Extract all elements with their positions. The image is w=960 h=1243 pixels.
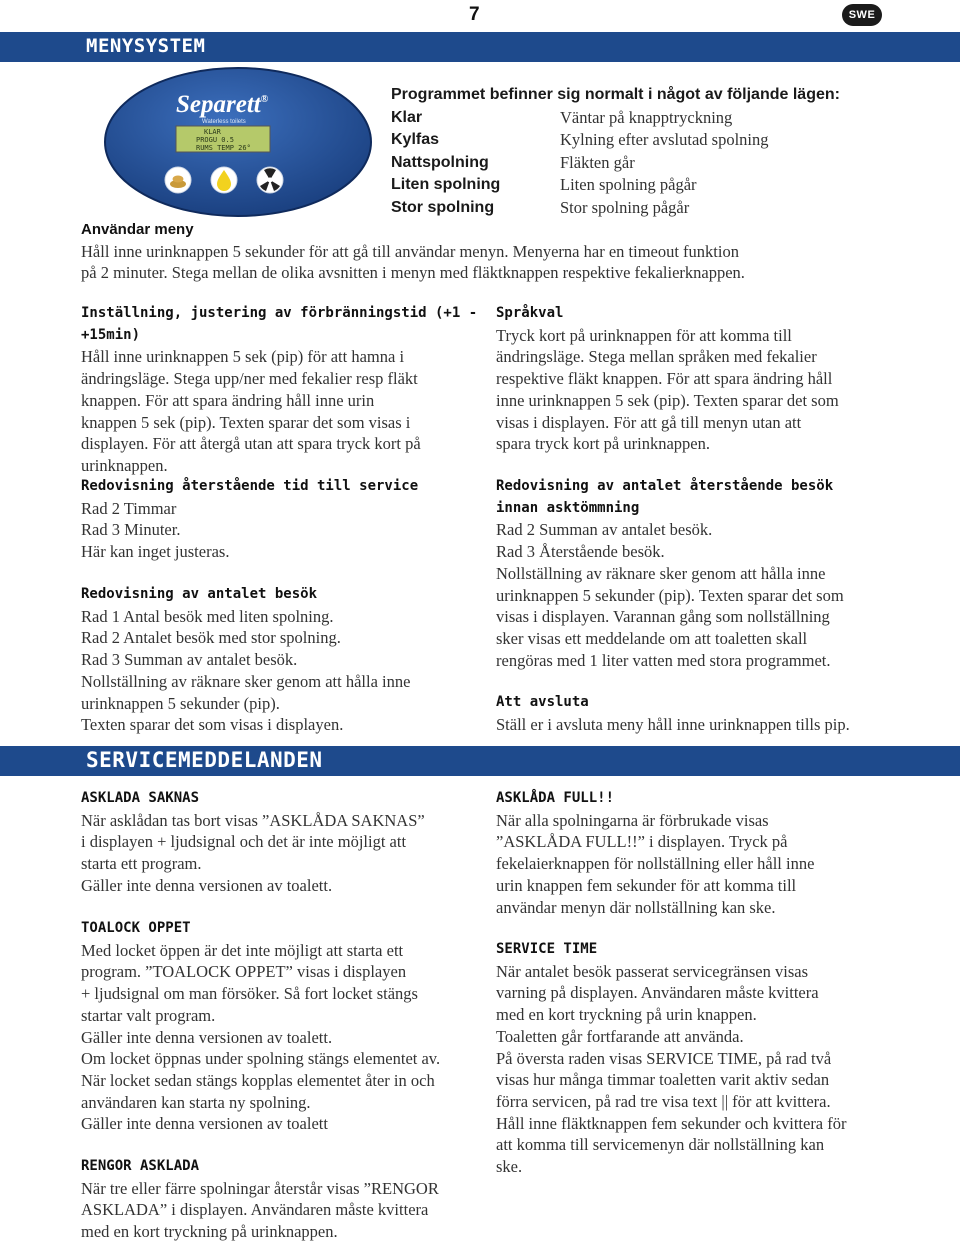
section-exit	[496, 692, 916, 735]
lcd-line-1: KLAR	[204, 128, 221, 136]
section-line: Texten sparar det som visas i displayen.	[81, 715, 344, 735]
section-line: knappen. För att spara ändring håll inne urin	[81, 390, 375, 410]
mode-desc: Liten spolning pågår	[560, 175, 697, 195]
section-line: knappen 5 sek (pip). Texten sparar det som visas i	[81, 412, 411, 432]
mode-name: Klar	[391, 108, 423, 126]
section-line: urinknappen 5 sekunder (pip). Texten sparar det som	[496, 585, 844, 605]
brand-tagline: Waterless toilets	[202, 119, 246, 125]
section-line: Rad 2 Summan av antalet besök.	[496, 520, 713, 540]
section-line: Gäller inte denna versionen av toalett.	[81, 1027, 333, 1047]
section-service-time	[81, 476, 481, 563]
section-line: fekelaierknappen för nollställning eller håll inne	[496, 854, 815, 874]
section-line: Håll inne urinknappen 5 sek (pip) för att hamna i	[81, 347, 405, 367]
section-line: När alla spolningarna är förbrukade visas	[496, 810, 769, 830]
section-line: ske.	[496, 1157, 523, 1177]
section-heading: ASKLÅDA FULL!!	[496, 790, 615, 806]
section-line: förra servicen, på rad tre visa text || för att kvittera.	[496, 1091, 831, 1111]
section-heading: Redovisning återstående tid till service	[81, 478, 419, 494]
section-line: Rad 3 Minuter.	[81, 520, 181, 540]
section-line: med en kort tryckning på urin knappen.	[496, 1005, 757, 1025]
section-line: Om locket öppnas under spolning stängs elementet av.	[81, 1049, 441, 1069]
section-line: Rad 3 Summan av antalet besök.	[81, 650, 298, 670]
section-line: med en kort tryckning på urinknappen.	[81, 1222, 338, 1242]
section-line: användar menyn där nollställning kan ske.	[496, 897, 776, 917]
section-line: respektive fläkt knappen. För att spara ändring håll	[496, 369, 833, 389]
section-heading: Redovisning av antalet besök	[81, 586, 318, 602]
user-menu-line: Håll inne urinknappen 5 sekunder för att gå till användar menyn. Menyerna har en timeout funktion	[81, 241, 739, 261]
mode-desc: Stor spolning pågår	[560, 197, 690, 217]
mode-row	[391, 174, 840, 197]
section-line: displayen. För att återgå utan att spara tryck kort på	[81, 434, 421, 454]
section-header-servicemeddelanden	[0, 746, 960, 776]
section-heading: Att avsluta	[496, 694, 589, 710]
modes-title: Programmet befinner sig normalt i något av följande lägen:	[391, 86, 840, 103]
mode-row	[391, 152, 840, 175]
service-ashbox-full	[496, 788, 916, 918]
section-line: När locket sedan stängs kopplas elementet åter in och	[81, 1070, 435, 1090]
section-line: att komma till servicemenyn där nollställning kan	[496, 1135, 825, 1155]
section-line: Rad 3 Återstående besök.	[496, 542, 665, 562]
section-line: Tryck kort på urinknappen för att komma till	[496, 325, 792, 345]
mode-desc: Kylning efter avslutad spolning	[560, 130, 769, 150]
section-title: MENYSYSTEM	[86, 35, 206, 57]
section-heading: Redovisning av antalet återstående besök	[496, 478, 834, 494]
section-heading: ASKLADA SAKNAS	[81, 790, 200, 806]
user-menu-line: på 2 minuter. Stega mellan de olika avsnitten i menyn med fläktknappen respektive fekalierknappen.	[81, 263, 745, 283]
section-line: + ljudsignal om man försöker. Så fort locket stängs	[81, 984, 418, 1004]
section-line: användaren kan starta ny spolning.	[81, 1092, 311, 1112]
section-line: urinknappen 5 sekunder (pip).	[81, 693, 280, 713]
mode-row	[391, 107, 840, 130]
section-line: Nollställning av räknare sker genom att hålla inne	[496, 563, 826, 583]
section-line: På översta raden visas SERVICE TIME, på rad två	[496, 1048, 832, 1068]
section-line: ändringsläge. Stega mellan språken med fekalier	[496, 347, 817, 367]
section-line: varning på displayen. Användaren måste kvittera	[496, 983, 819, 1003]
service-ashbox-missing	[81, 788, 481, 897]
section-language	[496, 303, 916, 455]
user-menu-section	[81, 219, 841, 284]
section-heading: Inställning, justering av förbränningstid (+1 - +15min)	[81, 305, 478, 343]
section-line: urinknappen.	[81, 455, 168, 475]
mode-name: Kylfas	[391, 131, 440, 149]
section-line: i displayen + ljudsignal och det är inte möjligt att	[81, 832, 407, 852]
section-line: urin knappen fem sekunder för att komma till	[496, 875, 797, 895]
section-line: Gäller inte denna versionen av toalett	[81, 1114, 328, 1134]
section-line: När asklådan tas bort visas ”ASKLÅDA SAKNAS”	[81, 810, 425, 830]
section-line: ändringsläge. Stega upp/ner med fekalier resp fläkt	[81, 369, 418, 389]
section-line: ”ASKLÅDA FULL!!” i displayen. Tryck på	[496, 832, 788, 852]
service-clean-ashbox	[81, 1156, 481, 1243]
section-line: Ställ er i avsluta meny håll inne urinknappen tills pip.	[496, 714, 850, 734]
service-lid-open	[81, 918, 481, 1135]
section-burn-time	[81, 303, 481, 477]
brand-logo: Separett®	[176, 91, 269, 118]
mode-name: Stor spolning	[391, 198, 495, 216]
mode-row	[391, 129, 840, 152]
mode-desc: Fläkten går	[560, 152, 635, 172]
section-line: starta ett program.	[81, 854, 202, 874]
section-line: inne urinknappen 5 sek (pip). Texten sparar det som	[496, 390, 839, 410]
section-line: När tre eller färre spolningar återstår visas ”RENGOR	[81, 1178, 439, 1198]
lcd-line-2: PROGU 0.5	[196, 136, 234, 144]
service-service-time	[496, 939, 916, 1178]
section-title: SERVICEMEDDELANDEN	[86, 748, 323, 772]
section-line: visas hur många timmar toaletten varit aktiv sedan	[496, 1070, 830, 1090]
section-line: visas i displayen. För att gå till menyn utan att	[496, 412, 802, 432]
section-heading: SERVICE TIME	[496, 941, 598, 957]
section-line: Rad 1 Antal besök med liten spolning.	[81, 606, 334, 626]
mode-desc: Väntar på knapptryckning	[560, 107, 733, 127]
section-heading: Språkval	[496, 305, 564, 321]
section-line: ASKLADA” i displayen. Användaren måste kvittera	[81, 1200, 429, 1220]
section-line: Håll inne fläktknappen fem sekunder och kvittera för	[496, 1113, 847, 1133]
section-line: sker visas ett meddelande om att toaletten skall	[496, 628, 808, 648]
section-visit-count	[81, 584, 481, 736]
user-menu-heading: Användar meny	[81, 221, 194, 238]
section-line: När antalet besök passerat servicegränsen visas	[496, 961, 809, 981]
language-badge: SWE	[842, 4, 882, 26]
page-number: 7	[469, 4, 480, 25]
operating-modes	[391, 84, 840, 220]
section-heading: TOALOCK OPPET	[81, 920, 191, 936]
section-line: Rad 2 Timmar	[81, 498, 177, 518]
section-heading: innan asktömmning	[496, 499, 640, 516]
mode-name: Nattspolning	[391, 153, 489, 171]
section-line: Toaletten går fortfarande att använda.	[496, 1026, 744, 1046]
control-panel-image	[104, 66, 372, 218]
section-header-menysystem	[0, 32, 960, 62]
lcd-line-3: RUMS TEMP 26°	[196, 144, 251, 152]
section-line: startar valt program.	[81, 1005, 216, 1025]
section-line: rengöras med 1 liter vatten med stora programmet.	[496, 650, 831, 670]
section-remaining-visits	[496, 476, 916, 671]
section-line: Rad 2 Antalet besök med stor spolning.	[81, 628, 341, 648]
section-line: visas i displayen. Varannan gång som nollställning	[496, 607, 830, 627]
section-line: Nollställning av räknare sker genom att hålla inne	[81, 671, 411, 691]
section-line: spara tryck kort på urinknappen.	[496, 434, 710, 454]
mode-name: Liten spolning	[391, 176, 501, 194]
section-line: Gäller inte denna versionen av toalett.	[81, 875, 333, 895]
section-line: Här kan inget justeras.	[81, 542, 230, 562]
section-heading: RENGOR ASKLADA	[81, 1158, 200, 1174]
mode-row	[391, 197, 840, 220]
section-line: program. ”TOALOCK OPPET” visas i displayen	[81, 962, 407, 982]
section-line: Med locket öppen är det inte möjligt att starta ett	[81, 940, 404, 960]
